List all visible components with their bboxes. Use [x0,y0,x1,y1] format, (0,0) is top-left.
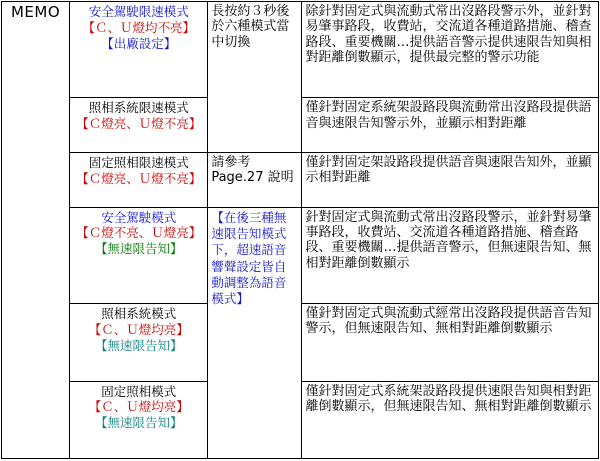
mode-line: 安全駕駛模式 [101,209,177,225]
mode-line: 照相系統模式 [101,306,177,322]
middle-note-cell-2 [208,207,302,458]
description-cell-2: 僅針對固定架設路段提供語音與速限告知外，並顯示相對距離 [302,153,599,208]
mode-line: 固定照相限速模式 [88,155,189,171]
middle-note-cell-0: 長按約３秒後於六種模式當中切換 [208,2,302,153]
mode-line: 【Ｃ、Ｕ燈均亮】 [88,399,189,415]
mode-line: 【無速限告知】 [94,337,183,353]
memo-label-cell: MEMO [2,2,70,459]
table-row [2,153,599,208]
description-cell-1: 僅針對固定系統架設路段與流動常出沒路段提供語音與速限告知警示外，並顯示相對距離 [302,98,599,153]
memo-table [1,1,599,459]
mode-line: 固定照相模式 [101,383,177,399]
mode-line: 【Ｃ燈亮、Ｕ燈不亮】 [76,170,202,186]
mode-line: 照相系統限速模式 [88,100,189,116]
table-row [2,207,599,303]
mode-cell-2 [70,153,208,208]
mode-line: 【Ｃ、Ｕ燈均亮】 [88,321,189,337]
description-cell-0: 除針對固定式與流動式常出沒路段警示外，並針對易肇事路段，收費站，交流道各種道路措施、稽查路段、重要機關…提供語音警示提供速限告知與相對距離倒數顯示，提供最完整的警示功能 [302,2,599,98]
description-cell-4: 僅針對固定式與流動式經常出沒路段提供語音告知警示，但無速限告知、無相對距離倒數顯示 [302,304,599,381]
middle-note-cell-1: 請參考Page.27 說明 [208,153,302,208]
mode-cell-0 [70,2,208,98]
mode-line: 【Ｃ、Ｕ燈均不亮】 [82,19,195,35]
description-cell-5: 僅針對固定式系統架設路段提供速限告知與相對距離倒數顯示，但無速限告知、無相對距離倒數顯示 [302,381,599,459]
mode-line: 【Ｃ燈不亮、Ｕ燈亮】 [76,225,202,241]
mode-cell-3 [70,207,208,303]
mode-line: 【無速限告知】 [94,241,183,257]
mode-line: 【Ｃ燈亮、Ｕ燈不亮】 [76,116,202,132]
mode-line: 安全駕駛限速模式 [88,4,189,19]
mode-line: 【無速限告知】 [94,415,183,430]
mode-line: 【出廠設定】 [101,35,177,51]
mode-cell-1 [70,98,208,153]
description-cell-3: 針對固定式與流動式常出沒路段警示，並針對易肇事路段，收費站、交流道各種道路措施、稽查路段、重要機關…提供語音警示，但無速限告知、無相對距離倒數顯示 [302,207,599,303]
mode-cell-4 [70,304,208,381]
mode-cell-5 [70,381,208,459]
middle-note-text: 【在後三種無速限告知模式下，超速語音響聲設定皆自動調整為語音模式】 [211,209,287,307]
table-row [2,2,599,98]
